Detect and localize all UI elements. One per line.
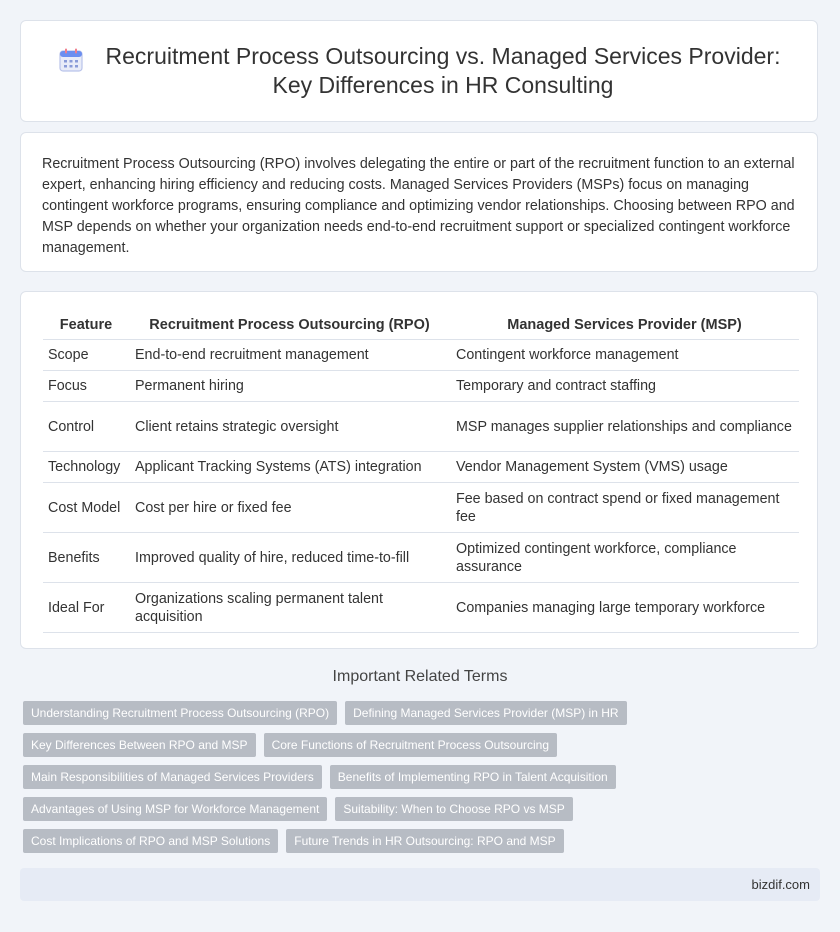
tag-row [23, 797, 823, 821]
related-term-tag[interactable]: Understanding Recruitment Process Outsourcing (RPO) [23, 701, 337, 725]
cell-feature: Technology [43, 452, 129, 483]
related-terms-list [23, 701, 823, 861]
cell-feature: Ideal For [43, 583, 129, 633]
cell-msp: Vendor Management System (VMS) usage [450, 452, 799, 483]
cell-feature: Control [43, 402, 129, 452]
cell-rpo: Improved quality of hire, reduced time-to-fill [129, 533, 450, 583]
table-row [43, 533, 799, 583]
tag-row [23, 701, 823, 725]
cell-feature: Cost Model [43, 483, 129, 533]
table-header-row [43, 311, 799, 340]
cell-rpo: Permanent hiring [129, 371, 450, 402]
page-title [106, 42, 781, 100]
intro-paragraph: Recruitment Process Outsourcing (RPO) involves delegating the entire or part of the recruitment function to an external expert, enhancing hiring efficiency and reducing costs. Managed Services Providers (MSPs) focus on managing contingent workforce programs, ensuring compliance and optimizing vendor relationships. Choosing between RPO and MSP depends on whether your organization needs end-to-end recruitment support or specialized contingent workforce management. [42, 156, 795, 256]
title-line-2: Key Differences in HR Consulting [272, 72, 614, 98]
table-row [43, 483, 799, 533]
cell-msp: Temporary and contract staffing [450, 371, 799, 402]
related-term-tag[interactable]: Advantages of Using MSP for Workforce Management [23, 797, 327, 821]
header-feature: Feature [43, 311, 129, 340]
table-row [43, 402, 799, 452]
cell-rpo: Cost per hire or fixed fee [129, 483, 450, 533]
cell-rpo: End-to-end recruitment management [129, 340, 450, 371]
comparison-card [20, 291, 818, 649]
cell-msp: Optimized contingent workforce, compliance assurance [450, 533, 799, 583]
related-term-tag[interactable]: Cost Implications of RPO and MSP Solutions [23, 829, 278, 853]
cell-msp: Contingent workforce management [450, 340, 799, 371]
tag-row [23, 829, 823, 853]
footer-bar [20, 868, 820, 901]
table-row [43, 340, 799, 371]
cell-feature: Scope [43, 340, 129, 371]
cell-msp: Companies managing large temporary workforce [450, 583, 799, 633]
header-msp: Managed Services Provider (MSP) [450, 311, 799, 340]
tag-row [23, 765, 823, 789]
footer-site-link[interactable]: bizdif.com [751, 877, 810, 892]
cell-feature: Focus [43, 371, 129, 402]
tag-row [23, 733, 823, 757]
related-term-tag[interactable]: Benefits of Implementing RPO in Talent Acquisition [330, 765, 616, 789]
cell-rpo: Applicant Tracking Systems (ATS) integration [129, 452, 450, 483]
header-card [20, 20, 818, 122]
calendar-icon [58, 47, 84, 73]
related-term-tag[interactable]: Main Responsibilities of Managed Services Providers [23, 765, 322, 789]
cell-msp: MSP manages supplier relationships and compliance [450, 402, 799, 452]
title-line-1: Recruitment Process Outsourcing vs. Managed Services Provider: [105, 43, 781, 69]
table-row [43, 371, 799, 402]
header-rpo: Recruitment Process Outsourcing (RPO) [129, 311, 450, 340]
table-row [43, 452, 799, 483]
related-term-tag[interactable]: Defining Managed Services Provider (MSP) in HR [345, 701, 626, 725]
cell-feature: Benefits [43, 533, 129, 583]
table-row [43, 583, 799, 633]
related-terms-title: Important Related Terms [332, 668, 508, 685]
related-term-tag[interactable]: Future Trends in HR Outsourcing: RPO and MSP [286, 829, 563, 853]
cell-rpo: Organizations scaling permanent talent acquisition [129, 583, 450, 633]
cell-rpo: Client retains strategic oversight [129, 402, 450, 452]
cell-msp: Fee based on contract spend or fixed management fee [450, 483, 799, 533]
intro-card [20, 132, 818, 272]
related-term-tag[interactable]: Key Differences Between RPO and MSP [23, 733, 256, 757]
related-term-tag[interactable]: Suitability: When to Choose RPO vs MSP [335, 797, 572, 821]
related-term-tag[interactable]: Core Functions of Recruitment Process Outsourcing [264, 733, 557, 757]
comparison-table [43, 311, 799, 633]
